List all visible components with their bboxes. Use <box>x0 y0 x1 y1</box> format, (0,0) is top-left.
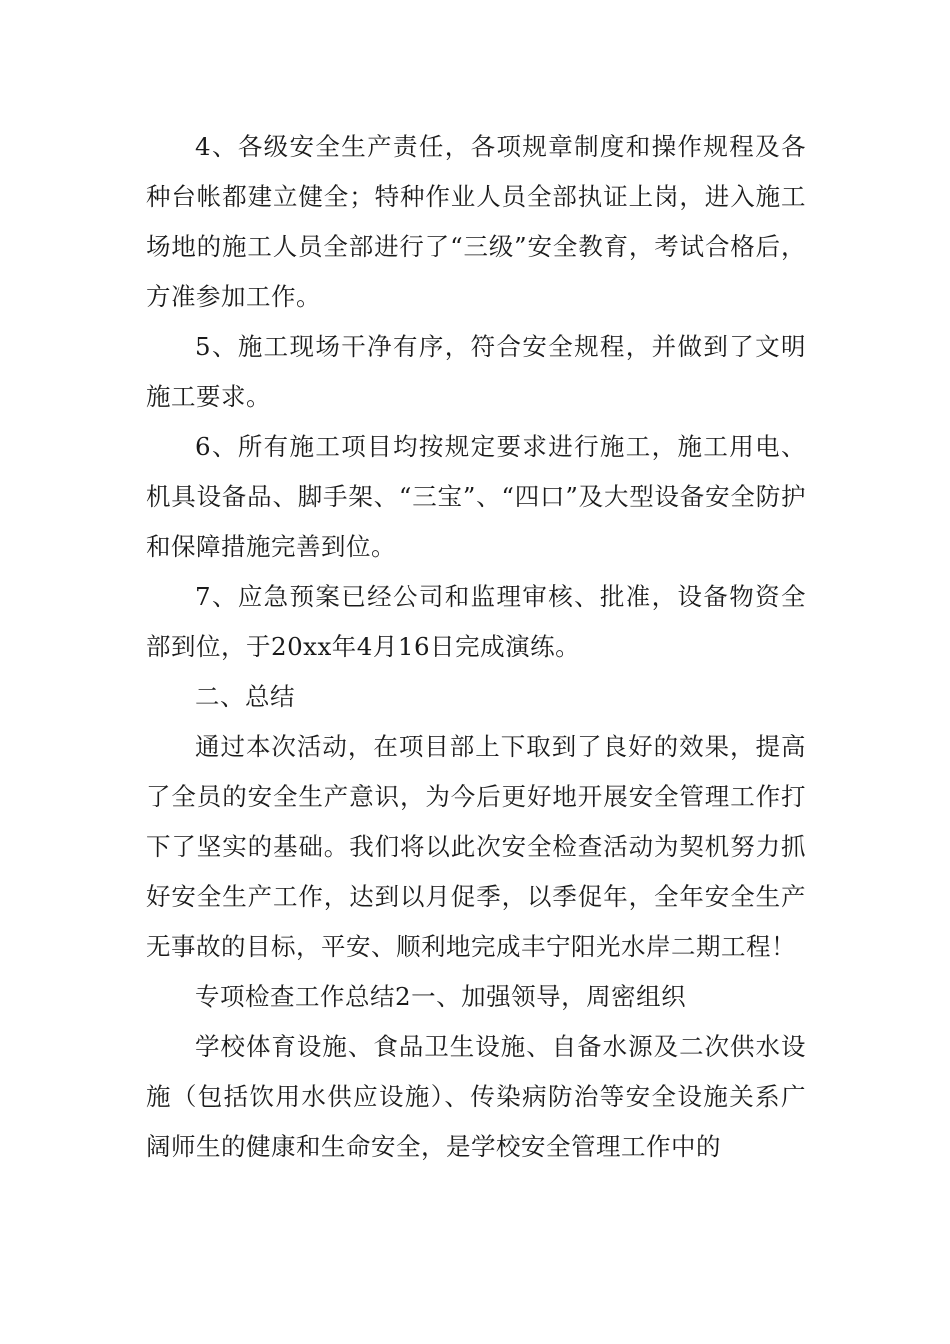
paragraph-item-4: 4、各级安全生产责任，各项规章制度和操作规程及各种台帐都建立健全；特种作业人员全部执证上岗，进入施工场地的施工人员全部进行了“三级”安全教育，考试合格后，方准参加工作。 <box>146 132 806 311</box>
document-body <box>146 122 806 1172</box>
paragraph-item-5: 5、施工现场干净有序，符合安全规程，并做到了文明施工要求。 <box>146 332 806 411</box>
section-heading-report-2: 专项检查工作总结2一、加强领导，周密组织 <box>195 982 687 1011</box>
paragraph-school-facilities: 学校体育设施、食品卫生设施、自备水源及二次供水设施（包括饮用水供应设施）、传染病防治等安全设施关系广阔师生的健康和生命安全，是学校安全管理工作中的 <box>146 1032 806 1161</box>
paragraph-item-7: 7、应急预案已经公司和监理审核、批准，设备物资全部到位，于20xx年4月16日完成演练。 <box>146 582 806 661</box>
paragraph-summary: 通过本次活动，在项目部上下取到了良好的效果，提高了全员的安全生产意识，为今后更好地开展安全管理工作打下了坚实的基础。我们将以此次安全检查活动为契机努力抓好安全生产工作，达到以月促季，以季促年，全年安全生产无事故的目标，平安、顺利地完成丰宁阳光水岸二期工程！ <box>146 732 806 961</box>
paragraph-item-6: 6、所有施工项目均按规定要求进行施工，施工用电、机具设备品、脚手架、“三宝”、“四口”及大型设备安全防护和保障措施完善到位。 <box>146 432 806 561</box>
section-heading-summary: 二、总结 <box>195 682 295 711</box>
